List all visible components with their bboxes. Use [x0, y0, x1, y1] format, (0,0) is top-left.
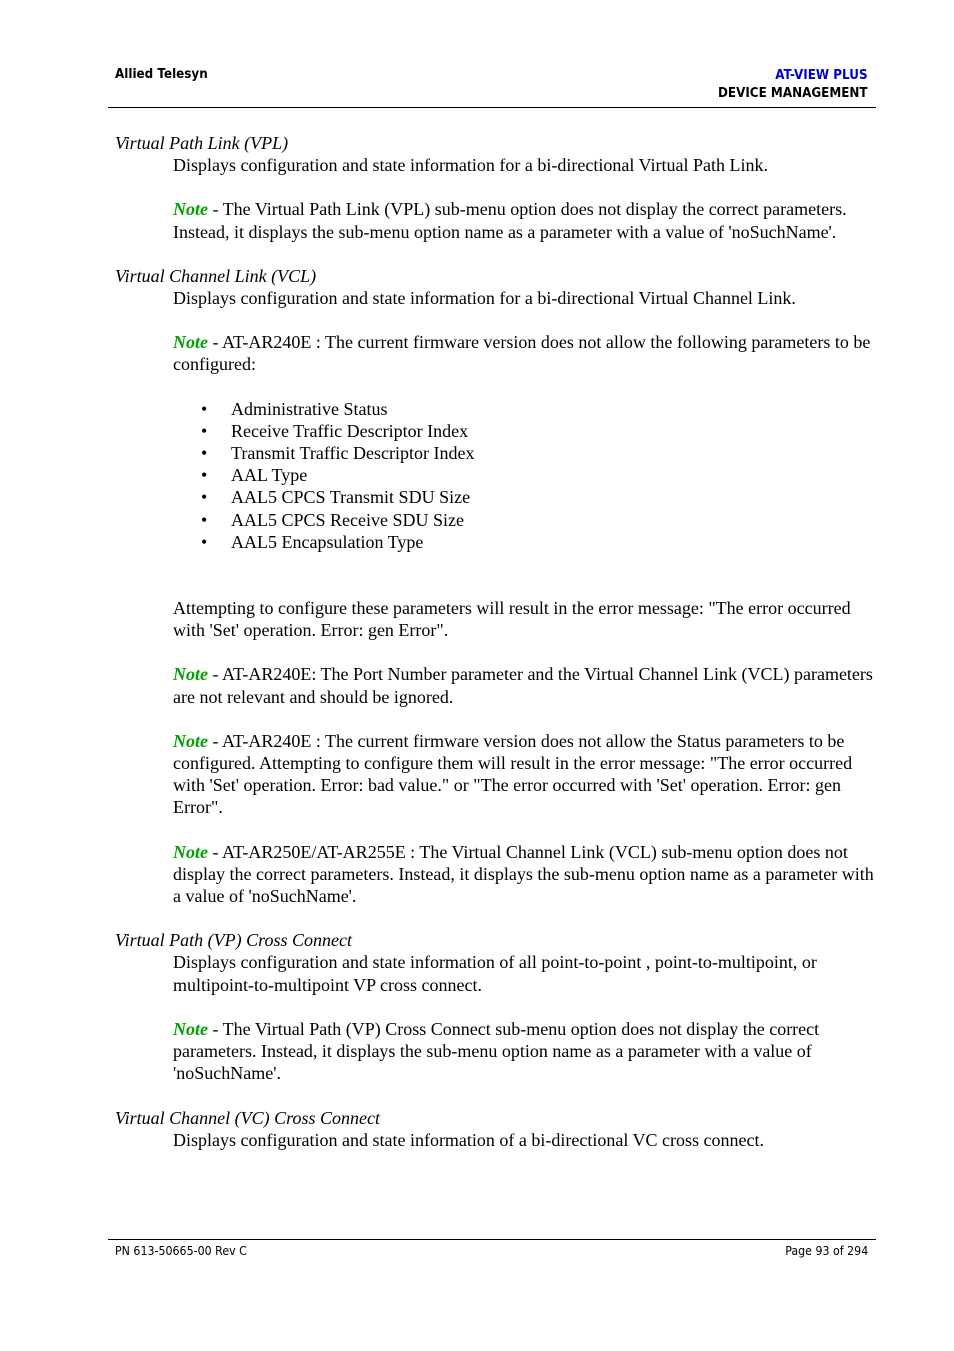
note-label: Note: [173, 664, 208, 685]
note-text: - AT-AR250E/AT-AR255E : The Virtual Channel Link (VCL) sub-menu option does not display the correct parameters. Instead, it displays the sub-menu option name as a parameter with a value of 'noSuchName'.: [173, 841, 874, 907]
note-label: Note: [173, 1018, 208, 1039]
section-vpl: [115, 132, 875, 243]
list-item: • Transmit Traffic Descriptor Index: [173, 442, 875, 464]
note-paragraph: [173, 841, 875, 908]
header-title-block: [718, 67, 868, 103]
header-rule: [108, 107, 876, 108]
section-vc-cross-connect: [115, 1107, 875, 1151]
section-description: Displays configuration and state information of a bi-directional VC cross connect.: [173, 1129, 765, 1150]
note-paragraph: [173, 730, 875, 819]
header-product: AT-VIEW PLUS: [775, 68, 868, 83]
list-item: • AAL5 Encapsulation Type: [173, 531, 875, 553]
list-item: • AAL5 CPCS Transmit SDU Size: [173, 486, 875, 508]
note-paragraph: [173, 663, 875, 707]
section-vcl: [115, 265, 875, 907]
note-text: - AT-AR240E : The current firmware version does not allow the following parameters to be configured:: [173, 332, 871, 375]
note-label: Note: [173, 332, 208, 353]
list-item: • Administrative Status: [173, 398, 875, 420]
note-text: - AT-AR240E : The current firmware version does not allow the Status parameters to be configured. Attempting to configure them will result in the error message: "The error occurred with 'Set' operation. Error: bad value." or "The error occurred with 'Set' operation. Error: gen Error".: [173, 730, 853, 818]
header-company: Allied Telesyn: [115, 67, 208, 82]
error-message-paragraph: Attempting to configure these parameters will result in the error message: "The error occurred with 'Set' operation. Error: gen Error".: [173, 598, 851, 641]
page-content: [115, 132, 875, 1151]
section-description: Displays configuration and state information of all point-to-point , point-to-multipoint, or multipoint-to-multipoint VP cross connect.: [173, 952, 817, 995]
note-paragraph: [173, 198, 875, 242]
section-title: Virtual Path Link (VPL): [115, 133, 289, 153]
section-description: Displays configuration and state information for a bi-directional Virtual Path Link.: [173, 155, 768, 176]
section-description: Displays configuration and state information for a bi-directional Virtual Channel Link.: [173, 288, 796, 309]
section-title: Virtual Channel Link (VCL): [115, 265, 317, 286]
note-text: - The Virtual Path (VP) Cross Connect sub-menu option does not display the correct parameters. Instead, it displays the sub-menu option name as a parameter with a value of 'noSuchName'.: [173, 1018, 820, 1084]
section-title: Virtual Channel (VC) Cross Connect: [115, 1107, 380, 1128]
note-paragraph: [173, 331, 875, 375]
header-section: DEVICE MANAGEMENT: [718, 86, 868, 101]
footer-page-number: Page 93 of 294: [784, 1244, 868, 1258]
section-title: Virtual Path (VP) Cross Connect: [115, 930, 352, 951]
note-label: Note: [173, 730, 208, 751]
note-text: - AT-AR240E: The Port Number parameter and the Virtual Channel Link (VCL) parameters are not relevant and should be ignored.: [173, 664, 873, 707]
list-item: • AAL5 CPCS Receive SDU Size: [173, 509, 875, 531]
note-text: - The Virtual Path Link (VPL) sub-menu option does not display the correct parameters. Instead, it displays the sub-menu option name as a parameter with a value of 'noSuchName'.: [173, 199, 847, 242]
parameter-list: [173, 398, 875, 553]
footer-part-number: PN 613-50665-00 Rev C: [115, 1244, 247, 1258]
list-item: • AAL Type: [173, 464, 875, 486]
footer-rule: [108, 1239, 876, 1240]
note-paragraph: [173, 1018, 875, 1085]
list-item: • Receive Traffic Descriptor Index: [173, 420, 875, 442]
note-label: Note: [173, 841, 208, 862]
section-vp-cross-connect: [115, 929, 875, 1084]
note-label: Note: [173, 199, 208, 220]
